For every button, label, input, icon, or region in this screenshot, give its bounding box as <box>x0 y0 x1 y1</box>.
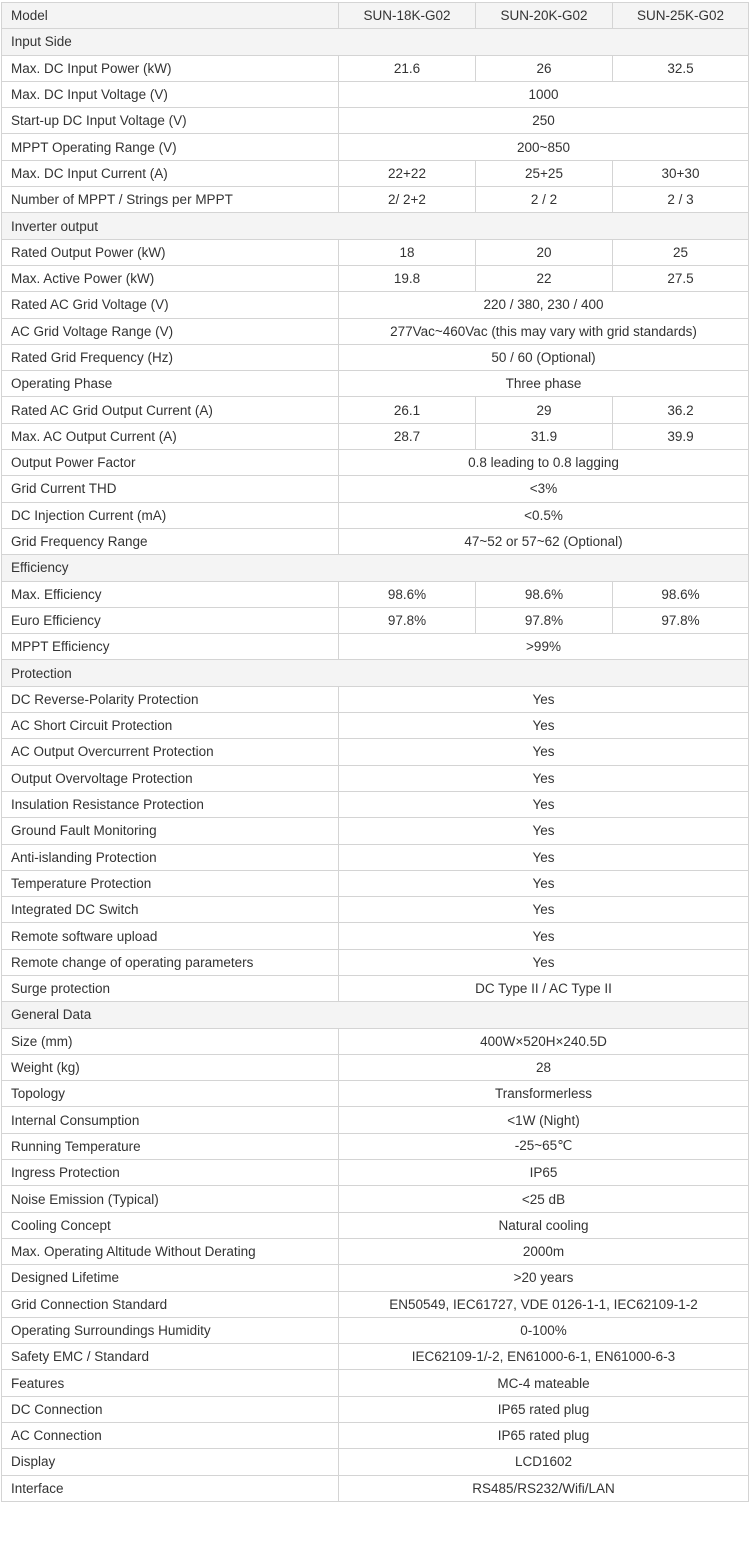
spec-value: Transformerless <box>339 1081 749 1107</box>
spec-row <box>2 81 749 107</box>
spec-label: Cooling Concept <box>2 1212 339 1238</box>
spec-value: 250 <box>339 108 749 134</box>
spec-label: Operating Surroundings Humidity <box>2 1317 339 1343</box>
spec-value: Yes <box>339 844 749 870</box>
spec-label: Running Temperature <box>2 1133 339 1159</box>
spec-label: Rated Grid Frequency (Hz) <box>2 344 339 370</box>
spec-value: Yes <box>339 739 749 765</box>
spec-row <box>2 1133 749 1159</box>
spec-row <box>2 502 749 528</box>
model-3: SUN-25K-G02 <box>613 3 749 29</box>
spec-row <box>2 1054 749 1080</box>
spec-row <box>2 1212 749 1238</box>
spec-row <box>2 1160 749 1186</box>
spec-row <box>2 818 749 844</box>
spec-label: Size (mm) <box>2 1028 339 1054</box>
spec-row <box>2 1396 749 1422</box>
spec-label: Grid Current THD <box>2 476 339 502</box>
spec-label: AC Connection <box>2 1423 339 1449</box>
spec-value: Yes <box>339 897 749 923</box>
spec-value: DC Type II / AC Type II <box>339 975 749 1001</box>
spec-label: Output Power Factor <box>2 450 339 476</box>
spec-row <box>2 1186 749 1212</box>
spec-label: Grid Frequency Range <box>2 528 339 554</box>
spec-label: Weight (kg) <box>2 1054 339 1080</box>
spec-value: Yes <box>339 870 749 896</box>
spec-value: 26.1 <box>339 397 476 423</box>
spec-value: 2 / 3 <box>613 187 749 213</box>
spec-label: Max. DC Input Voltage (V) <box>2 81 339 107</box>
spec-value: 97.8% <box>339 607 476 633</box>
spec-value: 29 <box>476 397 613 423</box>
spec-row <box>2 265 749 291</box>
spec-label: Remote change of operating parameters <box>2 949 339 975</box>
spec-value: LCD1602 <box>339 1449 749 1475</box>
spec-value: MC-4 mateable <box>339 1370 749 1396</box>
spec-label: AC Output Overcurrent Protection <box>2 739 339 765</box>
model-1: SUN-18K-G02 <box>339 3 476 29</box>
spec-label: Max. Efficiency <box>2 581 339 607</box>
spec-value: Yes <box>339 713 749 739</box>
section-row <box>2 213 749 239</box>
spec-value: 50 / 60 (Optional) <box>339 344 749 370</box>
spec-value: 31.9 <box>476 423 613 449</box>
spec-value: RS485/RS232/Wifi/LAN <box>339 1475 749 1501</box>
spec-value: -25~65℃ <box>339 1133 749 1159</box>
spec-label: Euro Efficiency <box>2 607 339 633</box>
spec-row <box>2 607 749 633</box>
spec-label: Rated Output Power (kW) <box>2 239 339 265</box>
spec-value: Yes <box>339 923 749 949</box>
spec-label: Temperature Protection <box>2 870 339 896</box>
spec-row <box>2 1028 749 1054</box>
spec-label: MPPT Efficiency <box>2 634 339 660</box>
spec-value: <3% <box>339 476 749 502</box>
spec-value: IP65 rated plug <box>339 1396 749 1422</box>
section-row <box>2 660 749 686</box>
spec-value: <1W (Night) <box>339 1107 749 1133</box>
header-row <box>2 3 749 29</box>
spec-label: Output Overvoltage Protection <box>2 765 339 791</box>
spec-row <box>2 949 749 975</box>
spec-value: 200~850 <box>339 134 749 160</box>
spec-row <box>2 739 749 765</box>
spec-value: <0.5% <box>339 502 749 528</box>
section-title: Inverter output <box>2 213 749 239</box>
spec-row <box>2 634 749 660</box>
spec-value: 0.8 leading to 0.8 lagging <box>339 450 749 476</box>
spec-label: Max. Operating Altitude Without Derating <box>2 1238 339 1264</box>
spec-value: 25+25 <box>476 160 613 186</box>
spec-value: 20 <box>476 239 613 265</box>
spec-value: 18 <box>339 239 476 265</box>
spec-value: 19.8 <box>339 265 476 291</box>
spec-label: Display <box>2 1449 339 1475</box>
spec-label: Ground Fault Monitoring <box>2 818 339 844</box>
spec-value: 98.6% <box>339 581 476 607</box>
spec-label: Max. Active Power (kW) <box>2 265 339 291</box>
spec-value: 22 <box>476 265 613 291</box>
spec-label: Remote software upload <box>2 923 339 949</box>
spec-value: <25 dB <box>339 1186 749 1212</box>
spec-value: 28 <box>339 1054 749 1080</box>
spec-label: Designed Lifetime <box>2 1265 339 1291</box>
spec-row <box>2 897 749 923</box>
spec-value: IEC62109-1/-2, EN61000-6-1, EN61000-6-3 <box>339 1344 749 1370</box>
spec-row <box>2 1370 749 1396</box>
spec-label: Max. AC Output Current (A) <box>2 423 339 449</box>
spec-label: Rated AC Grid Voltage (V) <box>2 292 339 318</box>
spec-row <box>2 476 749 502</box>
spec-row <box>2 1238 749 1264</box>
spec-label: AC Short Circuit Protection <box>2 713 339 739</box>
spec-row <box>2 318 749 344</box>
section-title: Input Side <box>2 29 749 55</box>
spec-row <box>2 923 749 949</box>
spec-row <box>2 1423 749 1449</box>
spec-value: 0-100% <box>339 1317 749 1343</box>
spec-row <box>2 160 749 186</box>
spec-label: Rated AC Grid Output Current (A) <box>2 397 339 423</box>
spec-label: Topology <box>2 1081 339 1107</box>
spec-value: 400W×520H×240.5D <box>339 1028 749 1054</box>
spec-value: 2/ 2+2 <box>339 187 476 213</box>
spec-row <box>2 134 749 160</box>
spec-value: >20 years <box>339 1265 749 1291</box>
spec-value: 1000 <box>339 81 749 107</box>
spec-label: Safety EMC / Standard <box>2 1344 339 1370</box>
spec-row <box>2 239 749 265</box>
spec-value: Three phase <box>339 371 749 397</box>
spec-value: 97.8% <box>613 607 749 633</box>
spec-row <box>2 1475 749 1501</box>
spec-value: 2 / 2 <box>476 187 613 213</box>
spec-row <box>2 108 749 134</box>
spec-value: 47~52 or 57~62 (Optional) <box>339 528 749 554</box>
spec-label: Surge protection <box>2 975 339 1001</box>
spec-value: 25 <box>613 239 749 265</box>
spec-row <box>2 1265 749 1291</box>
section-row <box>2 1002 749 1028</box>
spec-value: 21.6 <box>339 55 476 81</box>
spec-label: Noise Emission (Typical) <box>2 1186 339 1212</box>
header-label: Model <box>2 3 339 29</box>
spec-value: 39.9 <box>613 423 749 449</box>
spec-row <box>2 292 749 318</box>
spec-row <box>2 1081 749 1107</box>
spec-value: 2000m <box>339 1238 749 1264</box>
spec-row <box>2 344 749 370</box>
spec-row <box>2 187 749 213</box>
spec-value: 98.6% <box>476 581 613 607</box>
spec-value: IP65 <box>339 1160 749 1186</box>
spec-label: Interface <box>2 1475 339 1501</box>
section-title: Efficiency <box>2 555 749 581</box>
spec-row <box>2 55 749 81</box>
section-row <box>2 555 749 581</box>
spec-label: DC Injection Current (mA) <box>2 502 339 528</box>
spec-row <box>2 450 749 476</box>
spec-value: 28.7 <box>339 423 476 449</box>
spec-value: 26 <box>476 55 613 81</box>
spec-row <box>2 1291 749 1317</box>
spec-row <box>2 371 749 397</box>
spec-label: Start-up DC Input Voltage (V) <box>2 108 339 134</box>
spec-row <box>2 686 749 712</box>
spec-value: 220 / 380, 230 / 400 <box>339 292 749 318</box>
spec-value: Yes <box>339 791 749 817</box>
spec-label: Anti-islanding Protection <box>2 844 339 870</box>
spec-label: Max. DC Input Power (kW) <box>2 55 339 81</box>
spec-label: Number of MPPT / Strings per MPPT <box>2 187 339 213</box>
spec-row <box>2 765 749 791</box>
spec-value: 98.6% <box>613 581 749 607</box>
spec-label: Features <box>2 1370 339 1396</box>
spec-value: Yes <box>339 949 749 975</box>
spec-row <box>2 975 749 1001</box>
spec-label: Grid Connection Standard <box>2 1291 339 1317</box>
spec-label: MPPT Operating Range (V) <box>2 134 339 160</box>
spec-label: Ingress Protection <box>2 1160 339 1186</box>
spec-value: 277Vac~460Vac (this may vary with grid standards) <box>339 318 749 344</box>
spec-row <box>2 870 749 896</box>
spec-row <box>2 397 749 423</box>
spec-row <box>2 1317 749 1343</box>
spec-row <box>2 423 749 449</box>
spec-row <box>2 581 749 607</box>
spec-value: 32.5 <box>613 55 749 81</box>
spec-value: 36.2 <box>613 397 749 423</box>
spec-value: 97.8% <box>476 607 613 633</box>
spec-label: Operating Phase <box>2 371 339 397</box>
section-title: General Data <box>2 1002 749 1028</box>
spec-label: DC Connection <box>2 1396 339 1422</box>
spec-value: 22+22 <box>339 160 476 186</box>
spec-label: Internal Consumption <box>2 1107 339 1133</box>
spec-label: DC Reverse-Polarity Protection <box>2 686 339 712</box>
section-title: Protection <box>2 660 749 686</box>
spec-value: Yes <box>339 765 749 791</box>
spec-value: EN50549, IEC61727, VDE 0126-1-1, IEC62109-1-2 <box>339 1291 749 1317</box>
spec-row <box>2 528 749 554</box>
spec-value: Yes <box>339 818 749 844</box>
spec-row <box>2 1344 749 1370</box>
spec-label: Insulation Resistance Protection <box>2 791 339 817</box>
spec-label: Integrated DC Switch <box>2 897 339 923</box>
spec-label: AC Grid Voltage Range (V) <box>2 318 339 344</box>
spec-value: Natural cooling <box>339 1212 749 1238</box>
spec-row <box>2 1449 749 1475</box>
spec-value: 27.5 <box>613 265 749 291</box>
spec-value: 30+30 <box>613 160 749 186</box>
spec-value: IP65 rated plug <box>339 1423 749 1449</box>
spec-body <box>2 29 749 1502</box>
spec-label: Max. DC Input Current (A) <box>2 160 339 186</box>
spec-value: >99% <box>339 634 749 660</box>
spec-row <box>2 844 749 870</box>
spec-row <box>2 713 749 739</box>
spec-row <box>2 1107 749 1133</box>
spec-table <box>1 2 749 1502</box>
section-row <box>2 29 749 55</box>
spec-row <box>2 791 749 817</box>
spec-value: Yes <box>339 686 749 712</box>
model-2: SUN-20K-G02 <box>476 3 613 29</box>
